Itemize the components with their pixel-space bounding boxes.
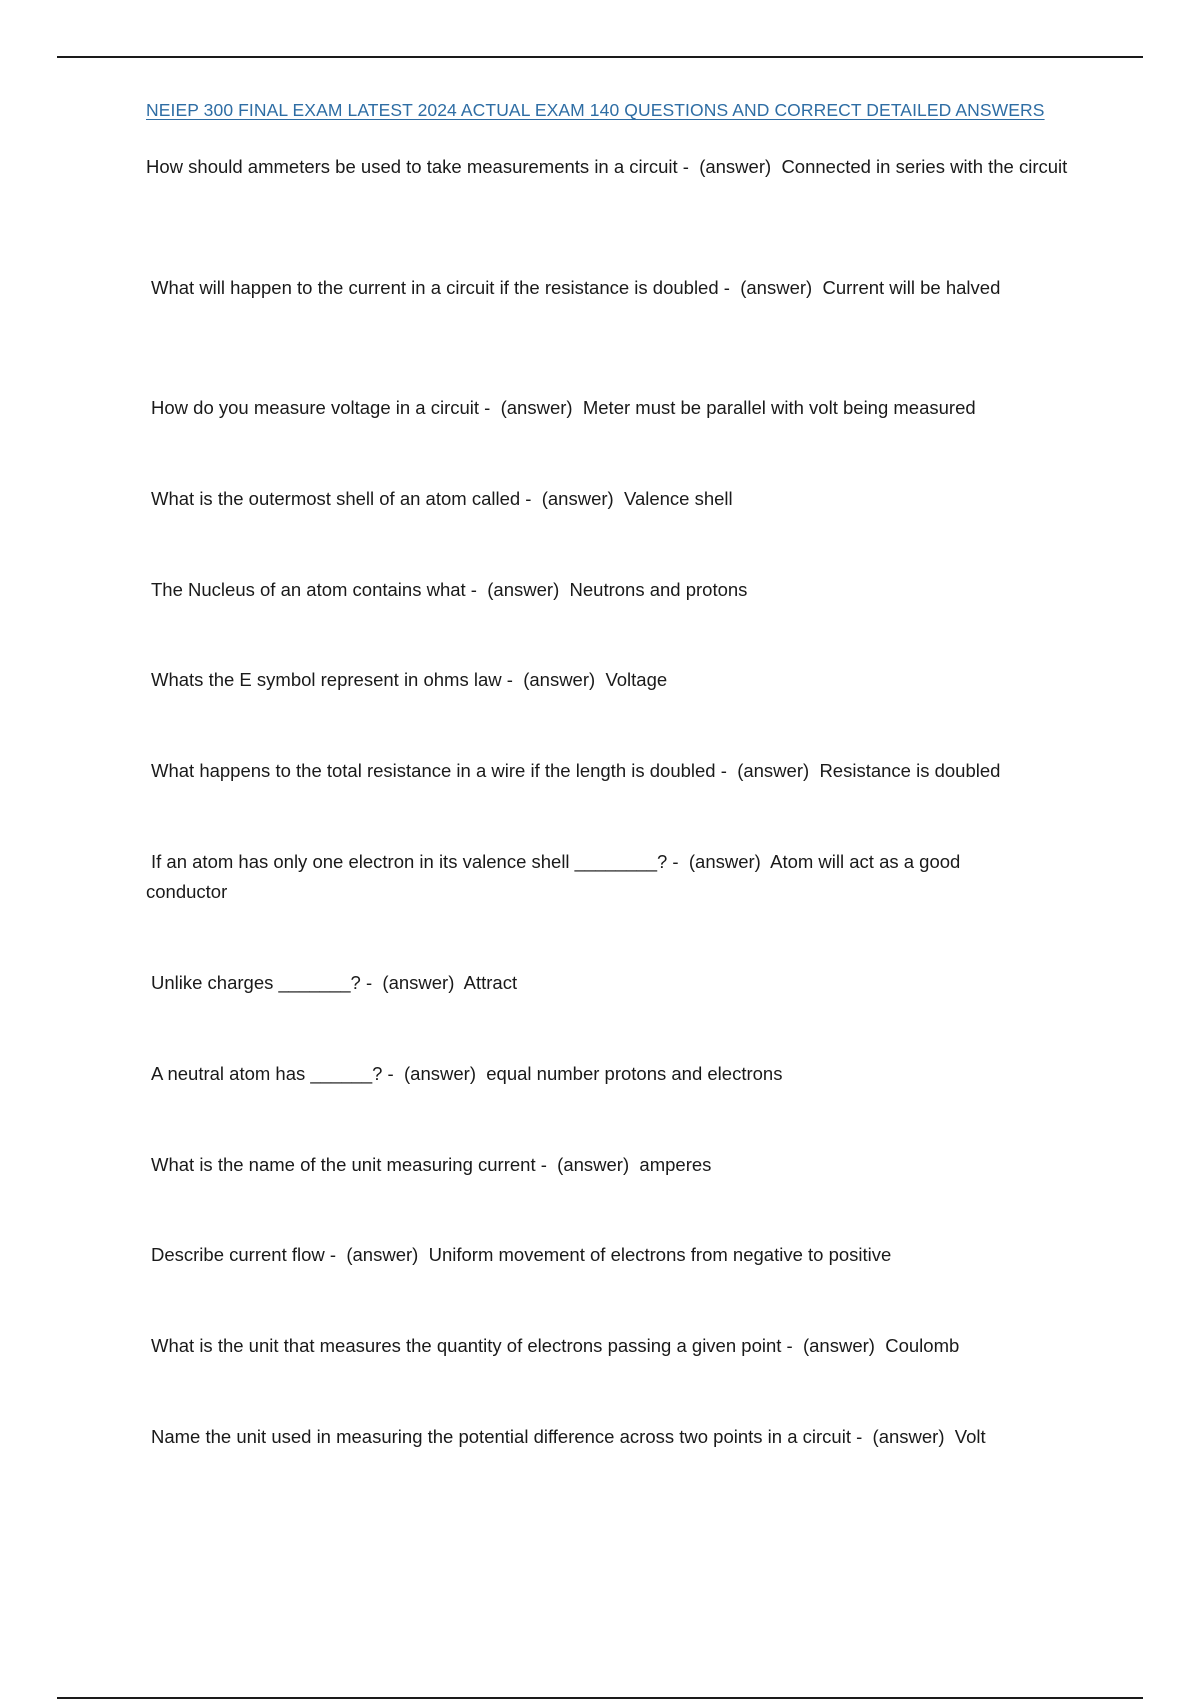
question-text: What happens to the total resistance in a wire if the length is doubled - [151, 760, 727, 781]
answer-marker: (answer) [346, 1244, 419, 1265]
answer-marker: (answer) [487, 579, 560, 600]
qa-item [151, 1059, 1096, 1089]
qa-item [151, 575, 1096, 605]
bottom-rule [57, 1697, 1143, 1699]
question-text: What is the outermost shell of an atom called - [151, 488, 532, 509]
answer-marker: (answer) [523, 669, 596, 690]
answer-marker: (answer) [740, 277, 813, 298]
qa-item [146, 273, 1046, 303]
qa-item [146, 152, 1091, 182]
qa-item [151, 1422, 1141, 1452]
answer-marker: (answer) [382, 972, 455, 993]
answer-marker: (answer) [557, 1154, 630, 1175]
qa-item [151, 968, 1096, 998]
answer-marker: (answer) [541, 488, 614, 509]
answer-marker: (answer) [404, 1063, 476, 1084]
question-text: How should ammeters be used to take measurements in a circuit - [146, 156, 689, 177]
qa-item [151, 1150, 1096, 1180]
answer-text: Voltage [605, 669, 668, 690]
answer-text: Atom will act as a good conductor [146, 851, 961, 902]
answer-marker: (answer) [688, 851, 761, 872]
answer-marker: (answer) [699, 156, 772, 177]
question-text: What is the name of the unit measuring current - [151, 1154, 547, 1175]
question-text: Whats the E symbol represent in ohms law - [151, 669, 513, 690]
question-text: The Nucleus of an atom contains what - [151, 579, 477, 600]
question-text: Name the unit used in measuring the potential difference across two points in a circuit - [151, 1426, 863, 1447]
qa-item [151, 1331, 1141, 1361]
answer-text: Neutrons and protons [569, 579, 748, 600]
answer-text: Coulomb [885, 1335, 960, 1356]
answer-text: Volt [954, 1426, 986, 1447]
qa-item [151, 756, 1141, 786]
answer-text: Current will be halved [822, 277, 1001, 298]
answer-text: Uniform movement of electrons from negative to positive [428, 1244, 892, 1265]
question-text: If an atom has only one electron in its valence shell ________? - [151, 851, 679, 872]
answer-text: Valence shell [623, 488, 733, 509]
qa-item [151, 393, 1096, 423]
qa-item [151, 665, 1096, 695]
question-text: Unlike charges _______? - [151, 972, 373, 993]
answer-text: Attract [463, 972, 518, 993]
answer-text: amperes [639, 1154, 712, 1175]
answer-marker: (answer) [872, 1426, 945, 1447]
answer-text: Connected in series with the circuit [781, 156, 1068, 177]
answer-marker: (answer) [737, 760, 810, 781]
answer-text: Meter must be parallel with volt being measured [582, 397, 976, 418]
qa-item [146, 847, 1046, 907]
question-text: How do you measure voltage in a circuit - [151, 397, 491, 418]
question-text: A neutral atom has ______? - [151, 1063, 394, 1084]
question-text: What is the unit that measures the quantity of electrons passing a given point - [151, 1335, 793, 1356]
answer-marker: (answer) [802, 1335, 875, 1356]
question-text: What will happen to the current in a circuit if the resistance is doubled - [151, 277, 730, 298]
answer-text: equal number protons and electrons [486, 1063, 783, 1084]
top-rule [57, 56, 1143, 58]
qa-item [151, 1240, 1096, 1270]
question-text: Describe current flow - [151, 1244, 337, 1265]
answer-marker: (answer) [500, 397, 573, 418]
qa-item [151, 484, 1096, 514]
answer-text: Resistance is doubled [819, 760, 1001, 781]
document-title: NEIEP 300 FINAL EXAM LATEST 2024 ACTUAL EXAM 140 QUESTIONS AND CORRECT DETAILED ANSWERS [146, 100, 1045, 120]
